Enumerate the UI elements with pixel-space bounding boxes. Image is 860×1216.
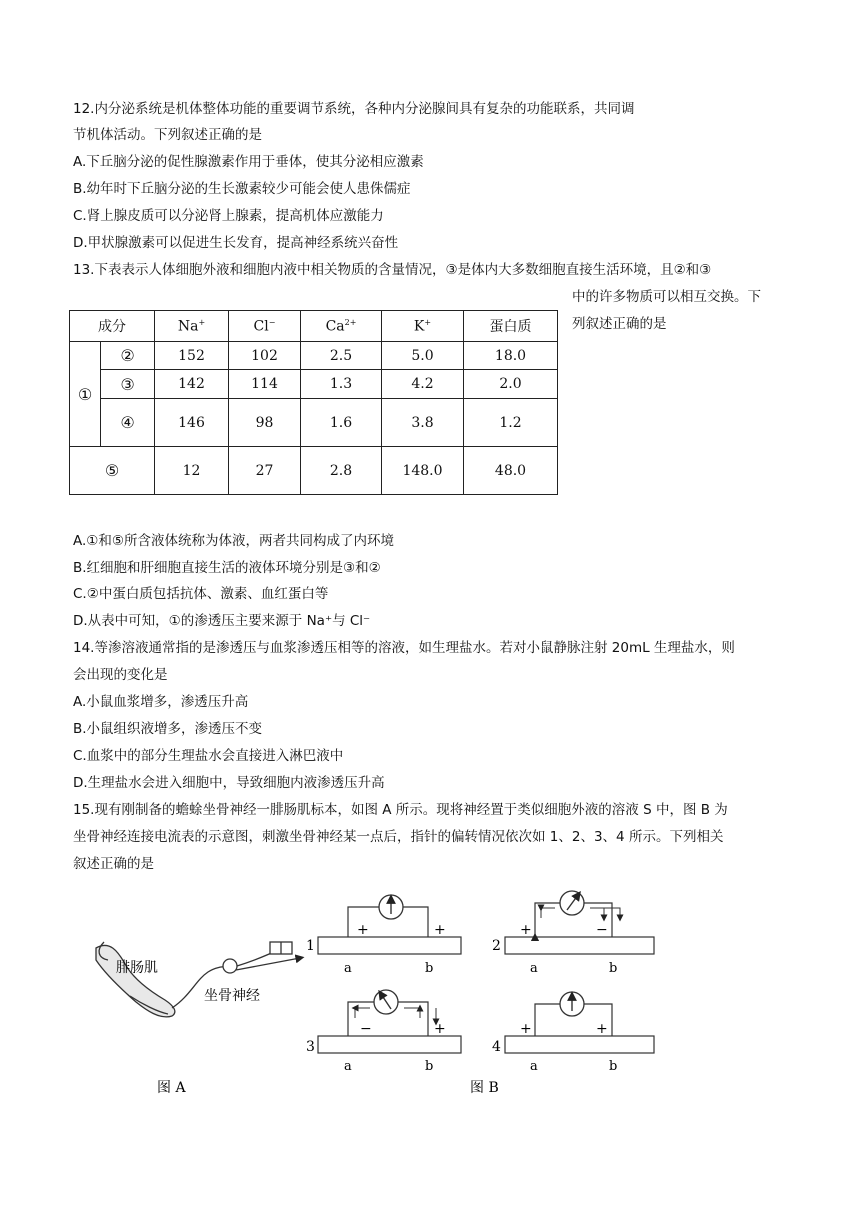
panel-4 — [492, 992, 654, 1074]
q15-stem-line1: 15.现有刚制备的蟾蜍坐骨神经一腓肠肌标本，如图 A 所示。现将神经置于类似细胞外液的溶液 S 中，图 B 为 — [73, 802, 728, 818]
q15-stem-line3: 叙述正确的是 — [73, 856, 154, 872]
q13-option-c: C.②中蛋白质包括抗体、激素、血红蛋白等 — [73, 586, 329, 602]
header-protein: 蛋白质 — [464, 311, 558, 342]
q13-option-a: A.①和⑤所含液体统称为体液，两者共同构成了内环境 — [73, 533, 394, 549]
group-label: ① — [70, 342, 101, 447]
q13-option-b: B.红细胞和肝细胞直接生活的液体环境分别是③和② — [73, 560, 381, 576]
svg-text:−: − — [360, 1021, 372, 1037]
q12-stem-line1: 12.内分泌系统是机体整体功能的重要调节系统，各种内分泌腺间具有复杂的功能联系，共同调 — [73, 101, 635, 117]
svg-text:1: 1 — [306, 938, 315, 954]
table-row: ③ 142 114 1.3 4.2 2.0 — [70, 370, 558, 399]
header-ca: $Ca^{2+}$ — [301, 311, 382, 342]
muscle-label: 腓肠肌 — [116, 960, 158, 976]
svg-text:b: b — [425, 961, 434, 976]
svg-text:3: 3 — [306, 1039, 315, 1055]
header-component: 成分 — [70, 311, 155, 342]
svg-text:+: + — [520, 1021, 532, 1037]
svg-text:2: 2 — [492, 938, 501, 954]
svg-text:+: + — [357, 922, 369, 938]
table-row: ④ 146 98 1.6 3.8 1.2 — [70, 399, 558, 447]
q14-stem-line1: 14.等渗溶液通常指的是渗透压与血浆渗透压相等的溶液，如生理盐水。若对小鼠静脉注射 20mL 生理盐水，则 — [73, 640, 735, 656]
svg-text:+: + — [434, 1021, 446, 1037]
svg-text:+: + — [520, 922, 532, 938]
table-row: ① ② 152 102 2.5 5.0 18.0 — [70, 342, 558, 370]
svg-text:b: b — [609, 961, 618, 976]
q14-option-a: A.小鼠血浆增多，渗透压升高 — [73, 694, 249, 710]
svg-text:+: + — [596, 1021, 608, 1037]
svg-text:a: a — [344, 961, 352, 976]
panel-2 — [492, 891, 654, 976]
svg-text:−: − — [596, 922, 608, 938]
q14-option-b: B.小鼠组织液增多，渗透压不变 — [73, 721, 263, 737]
svg-text:a: a — [530, 961, 538, 976]
q12-option-a: A.下丘脑分泌的促性腺激素作用于垂体，使其分泌相应激素 — [73, 154, 424, 170]
q14-option-c: C.血浆中的部分生理盐水会直接进入淋巴液中 — [73, 748, 344, 764]
q12-stem-line2: 节机体活动。下列叙述正确的是 — [73, 127, 262, 143]
q12-option-c: C.肾上腺皮质可以分泌肾上腺素，提高机体应激能力 — [73, 208, 384, 224]
panel-3 — [306, 990, 461, 1074]
caption-b: 图 B — [470, 1080, 499, 1096]
header-na: Na+ — [155, 311, 229, 342]
svg-text:a: a — [344, 1059, 352, 1074]
q15-stem-line2: 坐骨神经连接电流表的示意图，刺激坐骨神经某一点后，指针的偏转情况依次如 1、2、3、4 所示。下列相关 — [73, 829, 724, 845]
svg-text:+: + — [434, 922, 446, 938]
svg-text:a: a — [530, 1059, 538, 1074]
figure-a — [96, 942, 300, 1017]
nerve-label: 坐骨神经 — [204, 988, 260, 1004]
q13-option-d: D.从表中可知，①的渗透压主要来源于 Na⁺与 Cl⁻ — [73, 613, 371, 629]
header-k: K+ — [382, 311, 464, 342]
q14-stem-line2: 会出现的变化是 — [73, 667, 168, 683]
svg-text:4: 4 — [492, 1039, 501, 1055]
header-cl: Cl− — [229, 311, 301, 342]
panel-1 — [306, 895, 461, 976]
q13-stem-line1: 13.下表表示人体细胞外液和细胞内液中相关物质的含量情况，③是体内大多数细胞直接生活环境，且②和③ — [73, 262, 712, 278]
q13-stem-line3: 列叙述正确的是 — [572, 316, 667, 332]
q13-stem-line2: 中的许多物质可以相互交换。下 — [572, 289, 761, 305]
q14-option-d: D.生理盐水会进入细胞中，导致细胞内液渗透压升高 — [73, 775, 385, 791]
electrode-ring — [223, 959, 237, 973]
q12-option-d: D.甲状腺激素可以促进生长发育，提高神经系统兴奋性 — [73, 235, 399, 251]
svg-text:b: b — [609, 1059, 618, 1074]
table-row: ⑤ 12 27 2.8 148.0 48.0 — [70, 447, 558, 495]
svg-text:b: b — [425, 1059, 434, 1074]
q12-option-b: B.幼年时下丘脑分泌的生长激素较少可能会使人患侏儒症 — [73, 181, 411, 197]
caption-a: 图 A — [157, 1080, 186, 1096]
